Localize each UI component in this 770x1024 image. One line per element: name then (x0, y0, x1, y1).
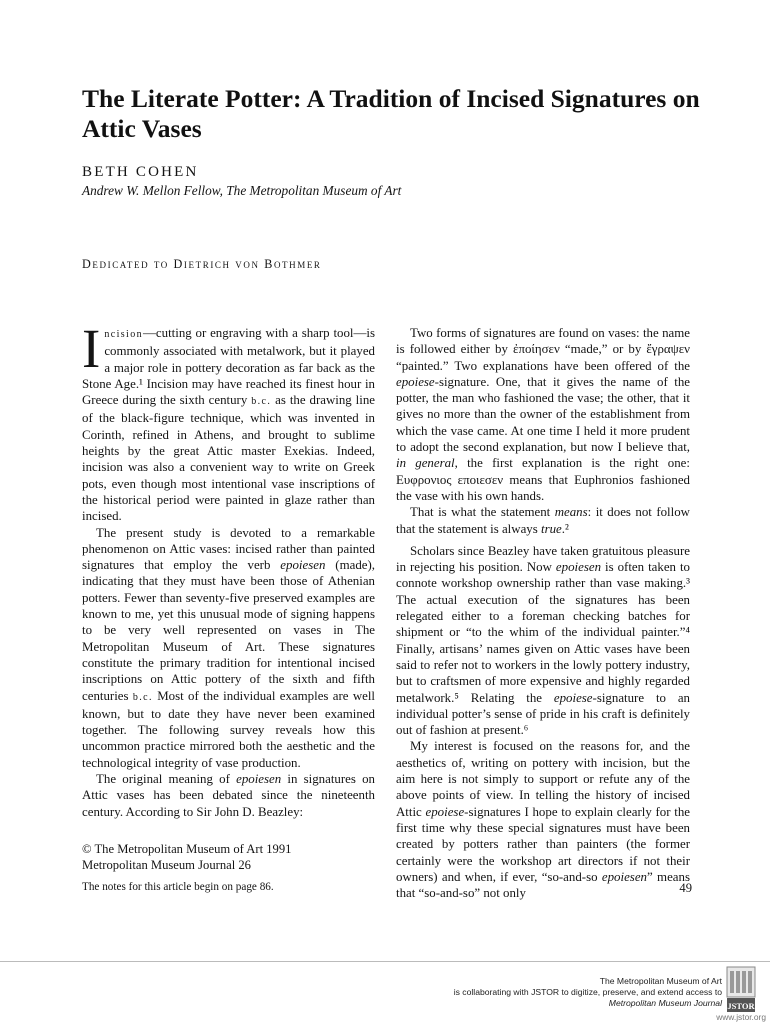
paragraph: Incision—cutting or engraving with a sharp tool—is commonly associated with metalwork, but it played a major role in pottery decoration as far back as the Stone Age.¹ Incision may have reached its finest hour in Greece during the sixth century b.c. as the drawing line of the black-figure technique, which was invented in Corinth, refined in Athens, and brought to sublime heights by the great Attic master Exekias. Indeed, incision was also a convenient way to write on Greek pots, even though most intentional vase inscriptions of the historical period were painted in glaze rather than incised. (82, 318, 375, 524)
author-name: BETH COHEN (82, 164, 199, 180)
drop-cap: I (82, 318, 101, 379)
block-quote: That is what the statement means: it does not follow that the statement is always true.² (396, 505, 690, 536)
jstor-footer (0, 961, 770, 1024)
paragraph: The original meaning of epoiesen in signatures on Attic vases has been debated since the nineteenth century. According to Sir John D. Beazley: (82, 772, 376, 819)
text-column-left (82, 318, 376, 820)
jstor-url-link[interactable]: www.jstor.org (716, 1012, 766, 1022)
svg-text:JSTOR: JSTOR (727, 1001, 755, 1011)
block-quote: Two forms of signatures are found on vases: the name is followed either by ἐποίησεν “made,” or by ἔγραψεν “painted.” Two explanations have been offered of the epoiese-signature. One, that it gives the name of the potter, the man who fashioned the vase; the other, that it gives no more than the owner of the establishment from which the vase came. At one time I held it more prudent to adopt the second explanation, but now I believe that, in general, the first explanation is the right one: Ευφρονιος εποιεσεν means that Euphronios fashioned the vase with his own hands. (396, 326, 690, 503)
jstor-notice: The Metropolitan Museum of Art is collaborating with JSTOR to digitize, preserve, and extend access to Metropolitan Museum Journal (453, 976, 722, 1008)
copyright-notice: © The Metropolitan Museum of Art 1991 Metropolitan Museum Journal 26 (82, 842, 292, 872)
article-title: The Literate Potter: A Tradition of Incised Signatures on Attic Vases (82, 84, 700, 143)
author-affiliation: Andrew W. Mellon Fellow, The Metropolitan Museum of Art (82, 183, 402, 198)
page-number: 49 (679, 881, 692, 895)
paragraph: Scholars since Beazley have taken gratuitous pleasure in rejecting his position. Now epoiesen is often taken to connote workshop ownership rather than vase making.³ The actual execution of the signatures has been relegated either to a foreman checking batches for shipment or “to the whim of the individual painter.”⁴ Finally, artisans’ names given on Attic vases have been said to refer not to workers in the lowly pottery industry, but to craftsmen of more expensive and highly regarded metalwork.⁵ Relating the epoiese-signature to an individual potter’s sense of pride in his craft is definitely out of fashion at present.⁶ (396, 543, 691, 738)
paragraph: My interest is focused on the reasons for, and the aesthetics of, writing on pottery with incision, but the aim here is not simply to support or refute any of the above points of view. In telling the history of incised Attic epoiese-signatures I hope to explain clearly for the first time why these special signatures must have been created by potters rather than painters (the former certainly were the workshop art directors if not their owners) and when, if ever, “so-and-so epoiesen” means that “so-and-so” not only (396, 739, 690, 901)
jstor-logo-icon[interactable] (726, 966, 756, 1014)
notes-reference: The notes for this article begin on page 86. (82, 881, 274, 893)
text-column-right (396, 325, 690, 901)
paragraph: The present study is devoted to a remarkable phenomenon on Attic vases: incised rather than painted signatures that employ the verb epoiesen (made), indicating that they must have been those of Athenian potters. Fewer than seventy-five preserved examples are known to me, yet this unusual mode of signing happens to be very well represented on vases in The Metropolitan Museum of Art. These signatures constitute the primary tradition for intentional incised inscriptions on Attic pottery of the sixth and fifth centuries b.c. Most of the individual examples are well known, but to date they have never been examined together. The following survey reveals how this uncommon practice mirrored both the aesthetic and the technological integrity of vase production. (82, 525, 376, 770)
dedication-line: Dedicated to Dietrich von Bothmer (82, 257, 322, 271)
